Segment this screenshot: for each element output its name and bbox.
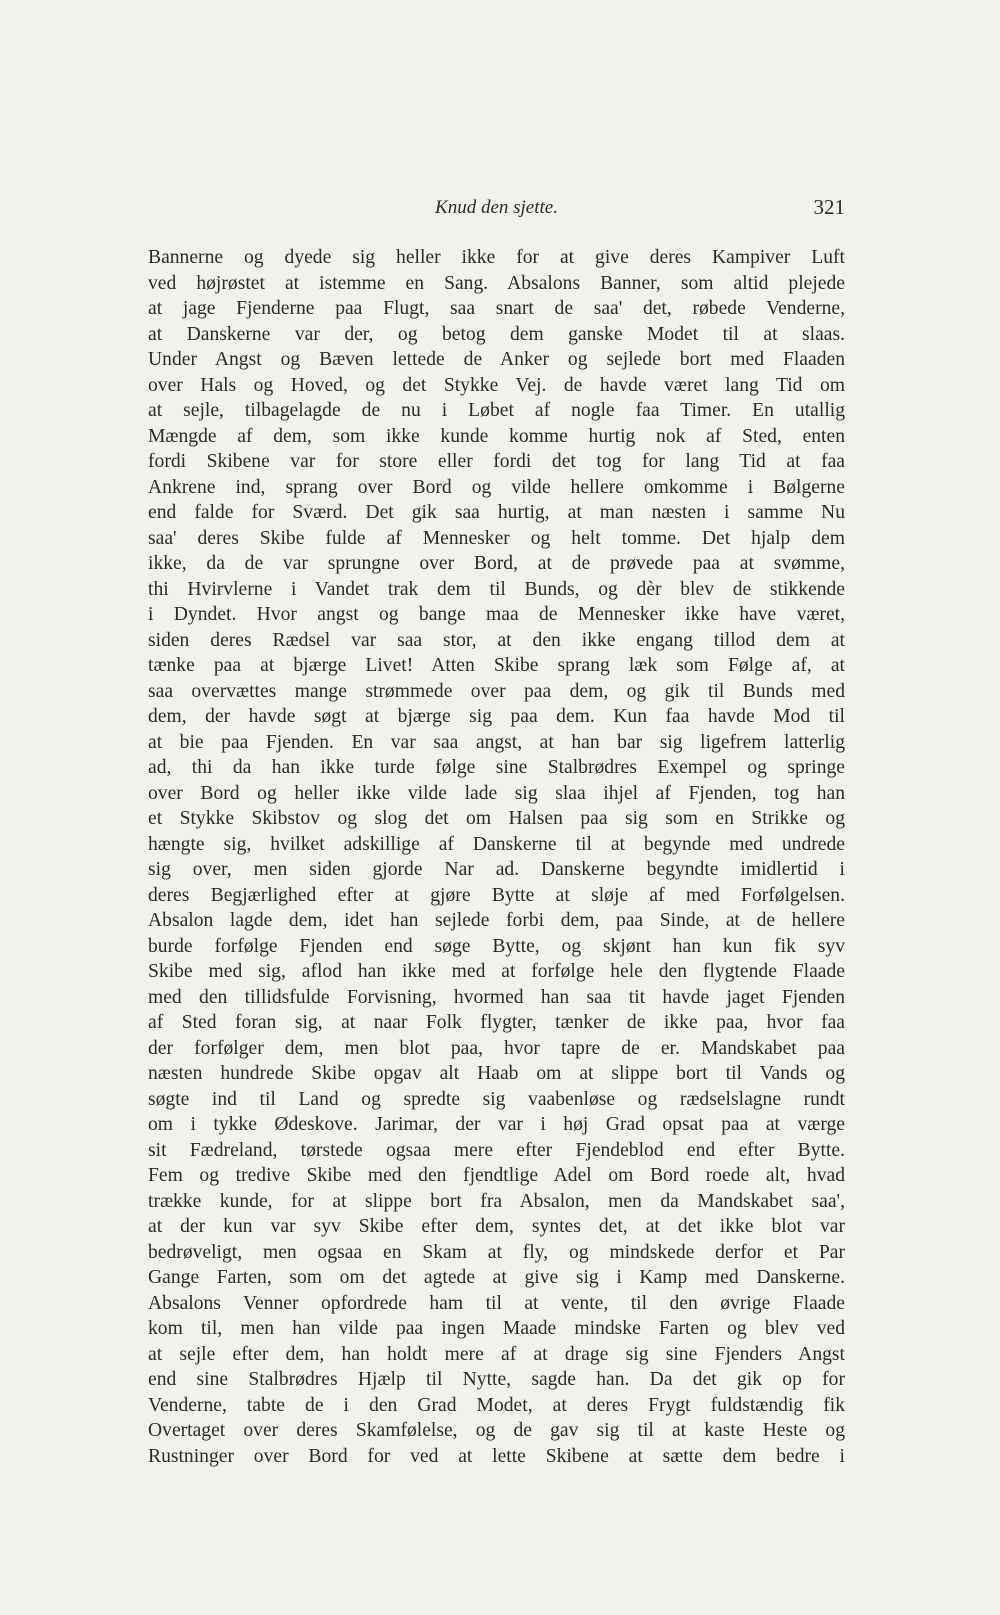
text-line: over Hals og Hoved, og det Stykke Vej. de havde været lang Tid om: [148, 374, 845, 396]
text-line: Rustninger over Bord for ved at lette Skibene at sætte dem bedre i: [148, 1445, 845, 1467]
text-line: om i tykke Ødeskove. Jarimar, der var i høj Grad opsat paa at værge: [148, 1114, 845, 1135]
text-line: dem, der havde søgt at bjærge sig paa dem. Kun faa havde Mod til: [148, 706, 845, 727]
text-line: ved højrøstet at istemme en Sang. Absalons Banner, som altid plejede: [148, 272, 845, 294]
text-line: sit Fædreland, tørstede ogsaa mere efter Fjendeblod end efter Bytte.: [148, 1139, 845, 1161]
text-line: Fem og tredive Skibe med den fjendtlige Adel om Bord roede alt, hvad: [148, 1165, 845, 1186]
text-line: ikke, da de var sprungne over Bord, at de prøvede paa at svømme,: [148, 553, 845, 574]
text-line: et Stykke Skibstov og slog det om Halsen paa sig som en Strikke og: [148, 808, 845, 829]
page-number: 321: [813, 195, 845, 219]
text-line: end sine Stalbrødres Hjælp til Nytte, sagde han. Da det gik op for: [148, 1369, 845, 1390]
text-line: næsten hundrede Skibe opgav alt Haab om at slippe bort til Vands og: [148, 1063, 845, 1084]
text-line: i Dyndet. Hvor angst og bange maa de Mennesker ikke have været,: [148, 604, 845, 625]
text-line: at jage Fjenderne paa Flugt, saa snart de saa' det, røbede Venderne,: [148, 298, 845, 319]
text-line: sig over, men siden gjorde Nar ad. Danskerne begyndte imidlertid i: [148, 859, 845, 880]
text-line: af Sted foran sig, at naar Folk flygter, tænker de ikke paa, hvor faa: [148, 1012, 845, 1033]
text-line: hængte sig, hvilket adskillige af Danskerne til at begynde med undrede: [148, 833, 845, 855]
text-line: end falde for Sværd. Det gik saa hurtig, at man næsten i samme Nu: [148, 502, 845, 523]
text-line: Mængde af dem, som ikke kunde komme hurtig nok af Sted, enten: [148, 425, 845, 447]
text-line: at Danskerne var der, og betog dem ganske Modet til at slaas.: [148, 323, 845, 345]
text-line: deres Begjærlighed efter at gjøre Bytte at sløje af med Forfølgelsen.: [148, 884, 845, 906]
text-line: Gange Farten, som om det agtede at give sig i Kamp med Danskerne.: [148, 1267, 845, 1288]
text-line: Venderne, tabte de i den Grad Modet, at deres Frygt fuldstændig fik: [148, 1394, 845, 1416]
text-line: over Bord og heller ikke vilde lade sig slaa ihjel af Fjenden, tog han: [148, 782, 845, 804]
text-line: Under Angst og Bæven lettede de Anker og sejlede bort med Flaaden: [148, 349, 845, 370]
text-line: med den tillidsfulde Forvisning, hvormed han saa tit havde jaget Fjenden: [148, 986, 845, 1008]
text-line: burde forfølge Fjenden end søge Bytte, og skjønt han kun fik syv: [148, 935, 845, 957]
body-text: [148, 245, 845, 1469]
text-line: kom til, men han vilde paa ingen Maade mindske Farten og blev ved: [148, 1318, 845, 1339]
text-line: fordi Skibene var for store eller fordi det tog for lang Tid at faa: [148, 451, 845, 472]
text-line: Skibe med sig, aflod han ikke med at forfølge hele den flygtende Flaade: [148, 961, 845, 982]
text-line: saa' deres Skibe fulde af Mennesker og helt tomme. Det hjalp dem: [148, 527, 845, 549]
text-line: Bannerne og dyede sig heller ikke for at give deres Kampiver Luft: [148, 247, 845, 268]
text-line: Absalon lagde dem, idet han sejlede forbi dem, paa Sinde, at de hellere: [148, 910, 845, 931]
text-line: saa overvættes mange strømmede over paa dem, og gik til Bunds med: [148, 680, 845, 702]
text-line: der forfølger dem, men blot paa, hvor tapre de er. Mandskabet paa: [148, 1037, 845, 1059]
text-line: tænke paa at bjærge Livet! Atten Skibe sprang læk som Følge af, at: [148, 655, 845, 676]
running-title: Knud den sjette.: [435, 197, 558, 218]
text-line: Absalons Venner opfordrede ham til at vente, til den øvrige Flaade: [148, 1292, 845, 1314]
text-line: ad, thi da han ikke turde følge sine Stalbrødres Exempel og springe: [148, 757, 845, 778]
text-line: at sejle efter dem, han holdt mere af at drage sig sine Fjenders Angst: [148, 1343, 845, 1365]
text-line: at sejle, tilbagelagde de nu i Løbet af nogle faa Timer. En utallig: [148, 400, 845, 421]
text-line: Ankrene ind, sprang over Bord og vilde hellere omkomme i Bølgerne: [148, 476, 845, 498]
text-line: bedrøveligt, men ogsaa en Skam at fly, og mindskede derfor et Par: [148, 1241, 845, 1263]
text-line: thi Hvirvlerne i Vandet trak dem til Bunds, og dèr blev de stikkende: [148, 578, 845, 600]
text-line: at bie paa Fjenden. En var saa angst, at han bar sig ligefrem latterlig: [148, 731, 845, 753]
text-line: søgte ind til Land og spredte sig vaabenløse og rædselslagne rundt: [148, 1088, 845, 1110]
text-line: Overtaget over deres Skamfølelse, og de gav sig til at kaste Heste og: [148, 1420, 845, 1441]
page-header: [148, 195, 845, 225]
text-line: trække kunde, for at slippe bort fra Absalon, men da Mandskabet saa',: [148, 1190, 845, 1212]
text-line: at der kun var syv Skibe efter dem, syntes det, at det ikke blot var: [148, 1216, 845, 1237]
text-line: siden deres Rædsel var saa stor, at den ikke engang tillod dem at: [148, 629, 845, 651]
